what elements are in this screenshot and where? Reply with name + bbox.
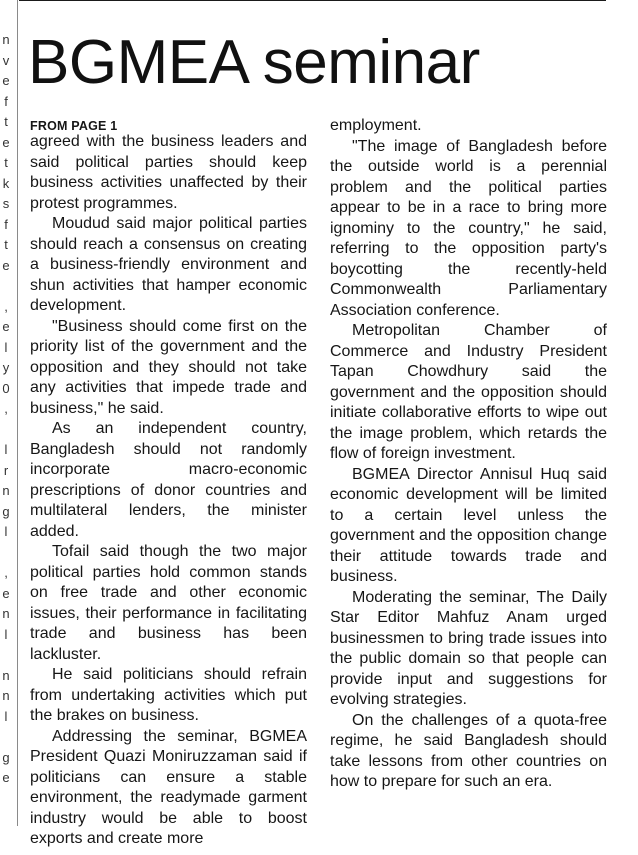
fragment-char xyxy=(0,645,12,666)
paragraph: BGMEA Director Annisul Huq said economic development will be limited to a certain level unless the government and the opposition change their attitude towards trade and business. xyxy=(330,465,607,585)
fragment-char: , xyxy=(4,298,8,314)
paragraph: agreed with the business leaders and said political parties should keep business activities unaffected by their protest programmes. xyxy=(30,133,307,212)
paragraph: He said politicians should refrain from undertaking activities which put the brakes on business. xyxy=(30,666,307,724)
fragment-char: f xyxy=(4,93,8,109)
paragraph: On the challenges of a quota-free regime, he said Bangladesh should take lessons from other countries on how to prepare for such an era. xyxy=(330,711,607,790)
adjacent-column-fragments xyxy=(0,30,12,789)
paragraph: As an independent country, Bangladesh should not randomly incorporate macro-economic prescriptions of donor countries and multilateral lenders, the minister added. xyxy=(30,420,307,540)
fragment-char xyxy=(0,420,12,441)
fragment-char: n xyxy=(2,688,10,703)
fragment-char: e xyxy=(2,73,10,88)
paragraph: "Business should come first on the priority list of the government and the opposition and they should not take any activities that impede trade and business," he said. xyxy=(30,317,307,417)
fragment-char: g xyxy=(2,749,10,765)
fragment-char: v xyxy=(2,52,10,68)
fragment-char: l xyxy=(4,442,8,457)
fragment-char: e xyxy=(2,770,10,785)
fragment-char: e xyxy=(2,134,10,150)
fragment-char: l xyxy=(4,339,8,355)
headline: BGMEA seminar xyxy=(28,28,480,97)
paragraph: Addressing the seminar, BGMEA President Quazi Moniruzzaman said if politicians can ensure a stable environment, the readymade garment industry would be able to boost exports and create more xyxy=(30,727,307,847)
fragment-char: 0 xyxy=(2,380,10,396)
fragment-char: t xyxy=(4,155,8,170)
fragment-char: y xyxy=(2,360,10,375)
paragraph: employment. xyxy=(330,117,422,134)
article-column-right xyxy=(330,116,607,793)
fragment-char xyxy=(0,276,12,297)
fragment-char: l xyxy=(4,626,8,642)
fragment-char: e xyxy=(2,319,10,334)
fragment-char: , xyxy=(4,565,8,580)
fragment-char: , xyxy=(4,401,8,416)
fragment-char xyxy=(0,727,12,748)
fragment-char: k xyxy=(2,175,10,191)
paragraph: Moudud said major political parties should reach a consensus on creating a business-friendly environment and shun activities that hamper economic development. xyxy=(30,215,307,314)
fragment-char: f xyxy=(4,216,8,232)
fragment-char: n xyxy=(2,606,10,621)
fragment-char: t xyxy=(4,114,8,129)
fragment-char: s xyxy=(2,196,10,211)
fragment-char: l xyxy=(4,708,8,724)
column-divider-rule xyxy=(17,0,18,826)
fragment-char xyxy=(0,543,12,564)
top-rule xyxy=(19,0,606,1)
paragraph: Metropolitan Chamber of Commerce and Industry President Tapan Chowdhury said the government and the opposition should initiate collaborative efforts to wipe out the image problem, which retards the flow of foreign investment. xyxy=(330,322,607,462)
fragment-char: l xyxy=(4,524,8,539)
article-column-left xyxy=(30,116,307,850)
fragment-char: e xyxy=(2,585,10,601)
fragment-char: r xyxy=(3,462,9,478)
fragment-char: n xyxy=(2,483,10,498)
fragment-char: n xyxy=(2,667,10,683)
fragment-char: n xyxy=(2,32,10,47)
paragraph: Tofail said though the two major political parties hold common stands on free trade and other economic issues, their performance in facilitating trade and business has been lackluster. xyxy=(30,543,307,663)
paragraph: Moderating the seminar, The Daily Star Editor Mahfuz Anam urged businessmen to bring trade issues into the public domain so that people can provide input and suggestions for evolving strategies. xyxy=(330,588,607,708)
fragment-char: t xyxy=(4,237,8,252)
fragment-char: g xyxy=(2,503,10,519)
paragraph: "The image of Bangladesh before the outside world is a perennial problem and the political parties appear to be in a race to bring more ignominy to the country," he said, referring to the opposition party's boycotting the recently-held Commonwealth Parliamentary Association conference. xyxy=(330,137,607,319)
jump-label: FROM PAGE 1 xyxy=(30,119,118,133)
fragment-char: e xyxy=(2,257,10,273)
